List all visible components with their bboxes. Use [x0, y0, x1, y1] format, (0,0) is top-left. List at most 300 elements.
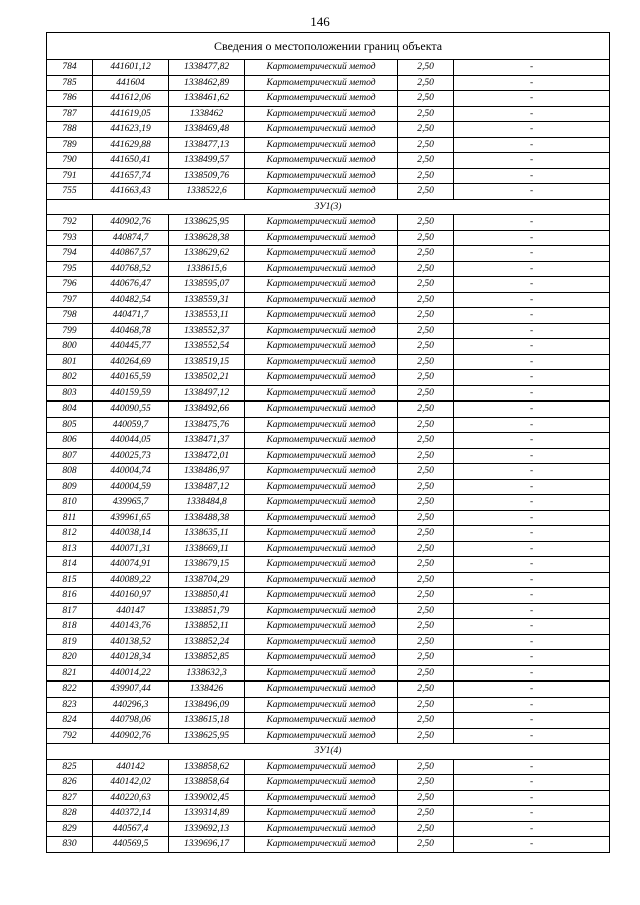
- method-cell: Картометрический метод: [245, 292, 398, 308]
- x-coordinate-cell: 440676,47: [93, 277, 169, 293]
- y-coordinate-cell: 1338850,41: [169, 588, 245, 604]
- x-coordinate-cell: 440159,59: [93, 385, 169, 401]
- accuracy-cell: 2,50: [398, 479, 454, 495]
- x-coordinate-cell: 440165,59: [93, 370, 169, 386]
- x-coordinate-cell: 440143,76: [93, 619, 169, 635]
- description-cell: -: [454, 619, 610, 635]
- y-coordinate-cell: 1338858,62: [169, 759, 245, 775]
- accuracy-cell: 2,50: [398, 417, 454, 433]
- accuracy-cell: 2,50: [398, 697, 454, 713]
- table-row: [47, 215, 610, 231]
- method-cell: Картометрический метод: [245, 572, 398, 588]
- x-coordinate-cell: 441604: [93, 75, 169, 91]
- description-cell: -: [454, 775, 610, 791]
- table-row: [47, 277, 610, 293]
- method-cell: Картометрический метод: [245, 122, 398, 138]
- description-cell: -: [454, 837, 610, 853]
- table-row: [47, 230, 610, 246]
- accuracy-cell: 2,50: [398, 122, 454, 138]
- accuracy-cell: 2,50: [398, 603, 454, 619]
- point-number-cell: 799: [47, 323, 93, 339]
- method-cell: Картометрический метод: [245, 60, 398, 76]
- method-cell: Картометрический метод: [245, 308, 398, 324]
- point-number-cell: 810: [47, 495, 93, 511]
- section-label: ЗУ1(3): [47, 199, 610, 215]
- x-coordinate-cell: 440867,57: [93, 246, 169, 262]
- table-row: [47, 510, 610, 526]
- table-row: [47, 681, 610, 697]
- accuracy-cell: 2,50: [398, 354, 454, 370]
- point-number-cell: 785: [47, 75, 93, 91]
- point-number-cell: 828: [47, 806, 93, 822]
- table-row: [47, 448, 610, 464]
- accuracy-cell: 2,50: [398, 464, 454, 480]
- accuracy-cell: 2,50: [398, 557, 454, 573]
- x-coordinate-cell: 440071,31: [93, 541, 169, 557]
- y-coordinate-cell: 1338486,97: [169, 464, 245, 480]
- description-cell: -: [454, 184, 610, 200]
- method-cell: Картометрический метод: [245, 634, 398, 650]
- method-cell: Картометрический метод: [245, 106, 398, 122]
- y-coordinate-cell: 1338851,79: [169, 603, 245, 619]
- y-coordinate-cell: 1338426: [169, 681, 245, 697]
- table-row: [47, 728, 610, 744]
- point-number-cell: 790: [47, 153, 93, 169]
- accuracy-cell: 2,50: [398, 572, 454, 588]
- table-row: [47, 168, 610, 184]
- description-cell: -: [454, 603, 610, 619]
- x-coordinate-cell: 440090,55: [93, 401, 169, 417]
- description-cell: -: [454, 277, 610, 293]
- accuracy-cell: 2,50: [398, 837, 454, 853]
- table-row: [47, 401, 610, 417]
- point-number-cell: 825: [47, 759, 93, 775]
- x-coordinate-cell: 440014,22: [93, 665, 169, 681]
- point-number-cell: 819: [47, 634, 93, 650]
- y-coordinate-cell: 1338628,38: [169, 230, 245, 246]
- method-cell: Картометрический метод: [245, 184, 398, 200]
- point-number-cell: 821: [47, 665, 93, 681]
- method-cell: Картометрический метод: [245, 339, 398, 355]
- table-row: [47, 91, 610, 107]
- description-cell: -: [454, 122, 610, 138]
- table-row: [47, 759, 610, 775]
- method-cell: Картометрический метод: [245, 806, 398, 822]
- method-cell: Картометрический метод: [245, 433, 398, 449]
- point-number-cell: 809: [47, 479, 93, 495]
- y-coordinate-cell: 1338625,95: [169, 728, 245, 744]
- description-cell: -: [454, 401, 610, 417]
- point-number-cell: 786: [47, 91, 93, 107]
- x-coordinate-cell: 440445,77: [93, 339, 169, 355]
- y-coordinate-cell: 1338477,13: [169, 137, 245, 153]
- x-coordinate-cell: 440567,4: [93, 821, 169, 837]
- x-coordinate-cell: 440902,76: [93, 728, 169, 744]
- table-row: [47, 697, 610, 713]
- table-row: [47, 588, 610, 604]
- y-coordinate-cell: 1338477,82: [169, 60, 245, 76]
- y-coordinate-cell: 1338469,48: [169, 122, 245, 138]
- method-cell: Картометрический метод: [245, 370, 398, 386]
- description-cell: -: [454, 75, 610, 91]
- method-cell: Картометрический метод: [245, 495, 398, 511]
- method-cell: Картометрический метод: [245, 541, 398, 557]
- point-number-cell: 795: [47, 261, 93, 277]
- description-cell: -: [454, 495, 610, 511]
- point-number-cell: 800: [47, 339, 93, 355]
- accuracy-cell: 2,50: [398, 541, 454, 557]
- point-number-cell: 829: [47, 821, 93, 837]
- table-row: [47, 417, 610, 433]
- point-number-cell: 824: [47, 713, 93, 729]
- x-coordinate-cell: 439961,65: [93, 510, 169, 526]
- description-cell: -: [454, 323, 610, 339]
- y-coordinate-cell: 1338488,38: [169, 510, 245, 526]
- method-cell: Картометрический метод: [245, 464, 398, 480]
- x-coordinate-cell: 440798,06: [93, 713, 169, 729]
- table-row: [47, 775, 610, 791]
- table-row: [47, 806, 610, 822]
- y-coordinate-cell: 1338852,24: [169, 634, 245, 650]
- description-cell: -: [454, 821, 610, 837]
- method-cell: Картометрический метод: [245, 728, 398, 744]
- method-cell: Картометрический метод: [245, 619, 398, 635]
- point-number-cell: 793: [47, 230, 93, 246]
- description-cell: -: [454, 339, 610, 355]
- x-coordinate-cell: 441619,05: [93, 106, 169, 122]
- description-cell: -: [454, 650, 610, 666]
- point-number-cell: 811: [47, 510, 93, 526]
- description-cell: -: [454, 292, 610, 308]
- point-number-cell: 812: [47, 526, 93, 542]
- y-coordinate-cell: 1338472,01: [169, 448, 245, 464]
- point-number-cell: 814: [47, 557, 93, 573]
- x-coordinate-cell: 440025,73: [93, 448, 169, 464]
- method-cell: Картометрический метод: [245, 354, 398, 370]
- method-cell: Картометрический метод: [245, 215, 398, 231]
- accuracy-cell: 2,50: [398, 510, 454, 526]
- point-number-cell: 789: [47, 137, 93, 153]
- y-coordinate-cell: 1338499,57: [169, 153, 245, 169]
- point-number-cell: 791: [47, 168, 93, 184]
- y-coordinate-cell: 1338595,07: [169, 277, 245, 293]
- accuracy-cell: 2,50: [398, 433, 454, 449]
- y-coordinate-cell: 1338625,95: [169, 215, 245, 231]
- table-title: Сведения о местоположении границ объекта: [47, 33, 610, 60]
- method-cell: Картометрический метод: [245, 137, 398, 153]
- x-coordinate-cell: 440147: [93, 603, 169, 619]
- y-coordinate-cell: 1338679,15: [169, 557, 245, 573]
- description-cell: -: [454, 634, 610, 650]
- y-coordinate-cell: 1338484,8: [169, 495, 245, 511]
- accuracy-cell: 2,50: [398, 75, 454, 91]
- table-row: [47, 837, 610, 853]
- x-coordinate-cell: 440569,5: [93, 837, 169, 853]
- section-label: ЗУ1(4): [47, 744, 610, 760]
- accuracy-cell: 2,50: [398, 713, 454, 729]
- method-cell: Картометрический метод: [245, 401, 398, 417]
- method-cell: Картометрический метод: [245, 277, 398, 293]
- description-cell: -: [454, 168, 610, 184]
- table-row: [47, 464, 610, 480]
- accuracy-cell: 2,50: [398, 230, 454, 246]
- method-cell: Картометрический метод: [245, 246, 398, 262]
- point-number-cell: 827: [47, 790, 93, 806]
- accuracy-cell: 2,50: [398, 261, 454, 277]
- description-cell: -: [454, 448, 610, 464]
- method-cell: Картометрический метод: [245, 479, 398, 495]
- point-number-cell: 823: [47, 697, 93, 713]
- x-coordinate-cell: 440074,91: [93, 557, 169, 573]
- accuracy-cell: 2,50: [398, 246, 454, 262]
- y-coordinate-cell: 1338552,54: [169, 339, 245, 355]
- accuracy-cell: 2,50: [398, 495, 454, 511]
- y-coordinate-cell: 1338615,6: [169, 261, 245, 277]
- table-row: [47, 603, 610, 619]
- x-coordinate-cell: 440220,63: [93, 790, 169, 806]
- x-coordinate-cell: 440160,97: [93, 588, 169, 604]
- table-row: [47, 650, 610, 666]
- x-coordinate-cell: 440089,22: [93, 572, 169, 588]
- x-coordinate-cell: 440468,78: [93, 323, 169, 339]
- y-coordinate-cell: 1339314,89: [169, 806, 245, 822]
- description-cell: -: [454, 153, 610, 169]
- x-coordinate-cell: 440142: [93, 759, 169, 775]
- x-coordinate-cell: 441601,12: [93, 60, 169, 76]
- table-row: [47, 479, 610, 495]
- point-number-cell: 804: [47, 401, 93, 417]
- y-coordinate-cell: 1338502,21: [169, 370, 245, 386]
- accuracy-cell: 2,50: [398, 728, 454, 744]
- method-cell: Картометрический метод: [245, 665, 398, 681]
- accuracy-cell: 2,50: [398, 775, 454, 791]
- accuracy-cell: 2,50: [398, 292, 454, 308]
- method-cell: Картометрический метод: [245, 681, 398, 697]
- accuracy-cell: 2,50: [398, 665, 454, 681]
- method-cell: Картометрический метод: [245, 588, 398, 604]
- y-coordinate-cell: 1338704,29: [169, 572, 245, 588]
- accuracy-cell: 2,50: [398, 526, 454, 542]
- description-cell: -: [454, 137, 610, 153]
- accuracy-cell: 2,50: [398, 650, 454, 666]
- point-number-cell: 813: [47, 541, 93, 557]
- table-row: [47, 75, 610, 91]
- x-coordinate-cell: 441657,74: [93, 168, 169, 184]
- section-row: [47, 199, 610, 215]
- description-cell: -: [454, 433, 610, 449]
- description-cell: -: [454, 728, 610, 744]
- table-row: [47, 292, 610, 308]
- table-row: [47, 308, 610, 324]
- description-cell: -: [454, 417, 610, 433]
- x-coordinate-cell: 441623,19: [93, 122, 169, 138]
- method-cell: Картометрический метод: [245, 557, 398, 573]
- x-coordinate-cell: 440296,3: [93, 697, 169, 713]
- x-coordinate-cell: 440768,52: [93, 261, 169, 277]
- table-row: [47, 323, 610, 339]
- method-cell: Картометрический метод: [245, 230, 398, 246]
- y-coordinate-cell: 1338559,31: [169, 292, 245, 308]
- y-coordinate-cell: 1338553,11: [169, 308, 245, 324]
- description-cell: -: [454, 246, 610, 262]
- table-row: [47, 261, 610, 277]
- description-cell: -: [454, 572, 610, 588]
- y-coordinate-cell: 1338858,64: [169, 775, 245, 791]
- description-cell: -: [454, 790, 610, 806]
- table-row: [47, 541, 610, 557]
- method-cell: Картометрический метод: [245, 697, 398, 713]
- table-row: [47, 137, 610, 153]
- description-cell: -: [454, 510, 610, 526]
- description-cell: -: [454, 308, 610, 324]
- description-cell: -: [454, 60, 610, 76]
- y-coordinate-cell: 1338462: [169, 106, 245, 122]
- method-cell: Картометрический метод: [245, 261, 398, 277]
- table-row: [47, 60, 610, 76]
- method-cell: Картометрический метод: [245, 790, 398, 806]
- section-row: [47, 744, 610, 760]
- table-row: [47, 495, 610, 511]
- x-coordinate-cell: 440138,52: [93, 634, 169, 650]
- table-row: [47, 526, 610, 542]
- accuracy-cell: 2,50: [398, 401, 454, 417]
- table-row: [47, 619, 610, 635]
- description-cell: -: [454, 91, 610, 107]
- point-number-cell: 820: [47, 650, 93, 666]
- y-coordinate-cell: 1338461,62: [169, 91, 245, 107]
- table-row: [47, 572, 610, 588]
- point-number-cell: 784: [47, 60, 93, 76]
- description-cell: -: [454, 370, 610, 386]
- table-row: [47, 713, 610, 729]
- description-cell: -: [454, 215, 610, 231]
- accuracy-cell: 2,50: [398, 215, 454, 231]
- table-row: [47, 354, 610, 370]
- table-row: [47, 665, 610, 681]
- description-cell: -: [454, 697, 610, 713]
- y-coordinate-cell: 1338471,37: [169, 433, 245, 449]
- table-row: [47, 122, 610, 138]
- method-cell: Картометрический метод: [245, 821, 398, 837]
- x-coordinate-cell: 441663,43: [93, 184, 169, 200]
- x-coordinate-cell: 440044,05: [93, 433, 169, 449]
- x-coordinate-cell: 440372,14: [93, 806, 169, 822]
- description-cell: -: [454, 354, 610, 370]
- accuracy-cell: 2,50: [398, 91, 454, 107]
- point-number-cell: 822: [47, 681, 93, 697]
- point-number-cell: 818: [47, 619, 93, 635]
- y-coordinate-cell: 1338635,11: [169, 526, 245, 542]
- accuracy-cell: 2,50: [398, 634, 454, 650]
- description-cell: -: [454, 806, 610, 822]
- accuracy-cell: 2,50: [398, 619, 454, 635]
- accuracy-cell: 2,50: [398, 323, 454, 339]
- description-cell: -: [454, 385, 610, 401]
- point-number-cell: 755: [47, 184, 93, 200]
- description-cell: -: [454, 479, 610, 495]
- y-coordinate-cell: 1338669,11: [169, 541, 245, 557]
- accuracy-cell: 2,50: [398, 106, 454, 122]
- point-number-cell: 816: [47, 588, 93, 604]
- y-coordinate-cell: 1338487,12: [169, 479, 245, 495]
- point-number-cell: 805: [47, 417, 93, 433]
- y-coordinate-cell: 1338497,12: [169, 385, 245, 401]
- description-cell: -: [454, 230, 610, 246]
- point-number-cell: 794: [47, 246, 93, 262]
- y-coordinate-cell: 1338496,09: [169, 697, 245, 713]
- y-coordinate-cell: 1338519,15: [169, 354, 245, 370]
- table-row: [47, 153, 610, 169]
- method-cell: Картометрический метод: [245, 75, 398, 91]
- method-cell: Картометрический метод: [245, 448, 398, 464]
- x-coordinate-cell: 441612,06: [93, 91, 169, 107]
- accuracy-cell: 2,50: [398, 448, 454, 464]
- method-cell: Картометрический метод: [245, 417, 398, 433]
- x-coordinate-cell: 439907,44: [93, 681, 169, 697]
- accuracy-cell: 2,50: [398, 385, 454, 401]
- point-number-cell: 796: [47, 277, 93, 293]
- table-row: [47, 557, 610, 573]
- y-coordinate-cell: 1338509,76: [169, 168, 245, 184]
- point-number-cell: 803: [47, 385, 93, 401]
- accuracy-cell: 2,50: [398, 184, 454, 200]
- x-coordinate-cell: 441629,88: [93, 137, 169, 153]
- x-coordinate-cell: 440059,7: [93, 417, 169, 433]
- method-cell: Картометрический метод: [245, 837, 398, 853]
- description-cell: -: [454, 557, 610, 573]
- description-cell: -: [454, 261, 610, 277]
- description-cell: -: [454, 541, 610, 557]
- accuracy-cell: 2,50: [398, 759, 454, 775]
- accuracy-cell: 2,50: [398, 277, 454, 293]
- y-coordinate-cell: 1338632,3: [169, 665, 245, 681]
- description-cell: -: [454, 713, 610, 729]
- table-title-row: [47, 33, 610, 60]
- x-coordinate-cell: 440471,7: [93, 308, 169, 324]
- page-number: 146: [310, 14, 330, 29]
- point-number-cell: 798: [47, 308, 93, 324]
- table-row: [47, 339, 610, 355]
- description-cell: -: [454, 464, 610, 480]
- method-cell: Картометрический метод: [245, 775, 398, 791]
- point-number-cell: 801: [47, 354, 93, 370]
- method-cell: Картометрический метод: [245, 650, 398, 666]
- y-coordinate-cell: 1338629,62: [169, 246, 245, 262]
- accuracy-cell: 2,50: [398, 137, 454, 153]
- x-coordinate-cell: 440482,54: [93, 292, 169, 308]
- x-coordinate-cell: 440128,34: [93, 650, 169, 666]
- point-number-cell: 802: [47, 370, 93, 386]
- table-row: [47, 184, 610, 200]
- method-cell: Картометрический метод: [245, 153, 398, 169]
- method-cell: Картометрический метод: [245, 759, 398, 775]
- point-number-cell: 792: [47, 215, 93, 231]
- table-row: [47, 370, 610, 386]
- point-number-cell: 817: [47, 603, 93, 619]
- accuracy-cell: 2,50: [398, 790, 454, 806]
- x-coordinate-cell: 440004,59: [93, 479, 169, 495]
- y-coordinate-cell: 1338852,11: [169, 619, 245, 635]
- accuracy-cell: 2,50: [398, 821, 454, 837]
- point-number-cell: 797: [47, 292, 93, 308]
- description-cell: -: [454, 588, 610, 604]
- y-coordinate-cell: 1339692,13: [169, 821, 245, 837]
- y-coordinate-cell: 1338492,66: [169, 401, 245, 417]
- x-coordinate-cell: 440142,02: [93, 775, 169, 791]
- accuracy-cell: 2,50: [398, 308, 454, 324]
- y-coordinate-cell: 1338462,89: [169, 75, 245, 91]
- description-cell: -: [454, 681, 610, 697]
